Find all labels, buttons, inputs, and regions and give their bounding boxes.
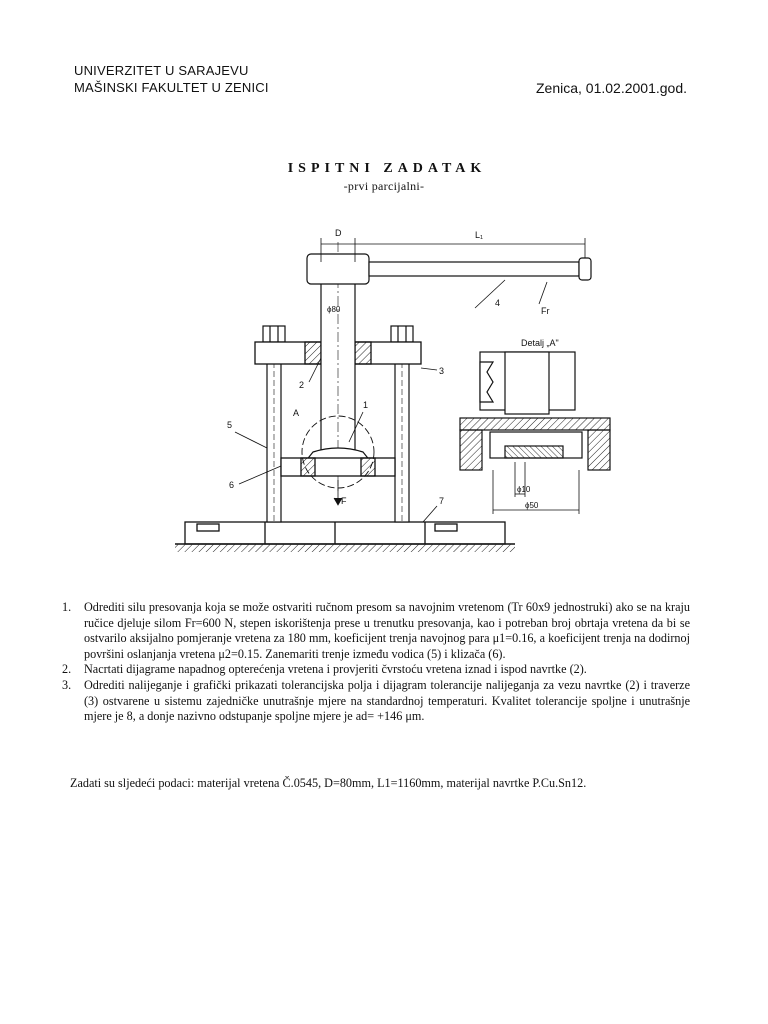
- task-item: [62, 600, 690, 662]
- task-number: 1.: [62, 600, 72, 614]
- part-label-7: 7: [439, 496, 445, 506]
- task-item: [62, 662, 690, 678]
- part-label-1: 1: [363, 400, 369, 410]
- exam-subtitle: -prvi parcijalni-: [343, 179, 425, 193]
- task-text: Nacrtati dijagrame napadnog opterećenja vretena i provjeriti čvrstoću vretena iznad i ispod navrtke (2).: [84, 662, 587, 677]
- part-label-6: 6: [229, 480, 235, 490]
- institution-block: [74, 62, 269, 96]
- university-name: UNIVERZITET U SARAJEVU: [74, 63, 249, 78]
- faculty-name: MAŠINSKI FAKULTET U ZENICI: [74, 80, 269, 95]
- press-drawing-svg: [175, 222, 695, 602]
- base-part: [175, 522, 515, 552]
- exam-title-block: [0, 161, 768, 194]
- dim-phi10-label: ϕ10: [517, 485, 531, 494]
- part-label-3: 3: [439, 366, 445, 376]
- dim-l1-label: L₁: [475, 230, 484, 240]
- press-technical-drawing: [175, 222, 695, 602]
- dim-d-label: D: [335, 228, 342, 238]
- part-label-2: 2: [299, 380, 305, 390]
- place-date: Zenica, 01.02.2001.god.: [536, 80, 688, 96]
- task-text: Odrediti nalijeganje i grafički prikazati tolerancijska polja i dijagram tolerancije nalijeganja za vezu navrtke (2) i traverze (3) ostvarene u sistemu zajedničke unutrašnje mjere na standardnoj temperaturi. Kvalitet tolerancije spoljne i unutrašnje mjere je 8, a donje nazivno odstupanje spoljne mjere je ad= +146 μm.: [84, 677, 690, 724]
- part-label-4: 4: [495, 298, 501, 308]
- detail-mark-label: A: [293, 408, 300, 418]
- exam-title: ISPITNI ZADATAK: [287, 161, 487, 176]
- detail-title-label: Detalj „A": [521, 338, 559, 348]
- task-number: 2.: [62, 662, 72, 677]
- task-list: [62, 600, 690, 725]
- dim-phi50-label: ϕ50: [525, 501, 539, 510]
- force-fr-label: Fr: [541, 306, 550, 316]
- task-item: [62, 678, 690, 725]
- part-label-5: 5: [227, 420, 233, 430]
- slider-part: [281, 458, 395, 476]
- task-text: Odrediti silu presovanja koja se može ostvariti ručnom presom sa navojnim vretenom (Tr 60x9 jednostruki) ako se na kraju ručice djeluje silom Fr=600 N, stepen iskorištenja prese u trenutku presovanja, kao i potreban broj obrtaja vretena da bi se ostvarilo aksijalno pomjeranje vretena za 180 mm, koeficijent trenja navojnog para μ1=0.16, a koeficijent trenja na dodirnoj površini oslanjanja vretena μ2=0.15. Zanemariti trenje između vodica (5) i klizača (6).: [84, 600, 690, 661]
- task-number: 3.: [62, 677, 72, 692]
- force-f-label: F: [341, 496, 347, 506]
- dim-phi80-label: ϕ80: [327, 305, 341, 314]
- detail-a-view: [460, 352, 610, 514]
- given-data: Zadati su sljedeći podaci: materijal vretena Č.0545, D=80mm, L1=1160mm, materijal navrtke P.Cu.Sn12.: [70, 776, 587, 790]
